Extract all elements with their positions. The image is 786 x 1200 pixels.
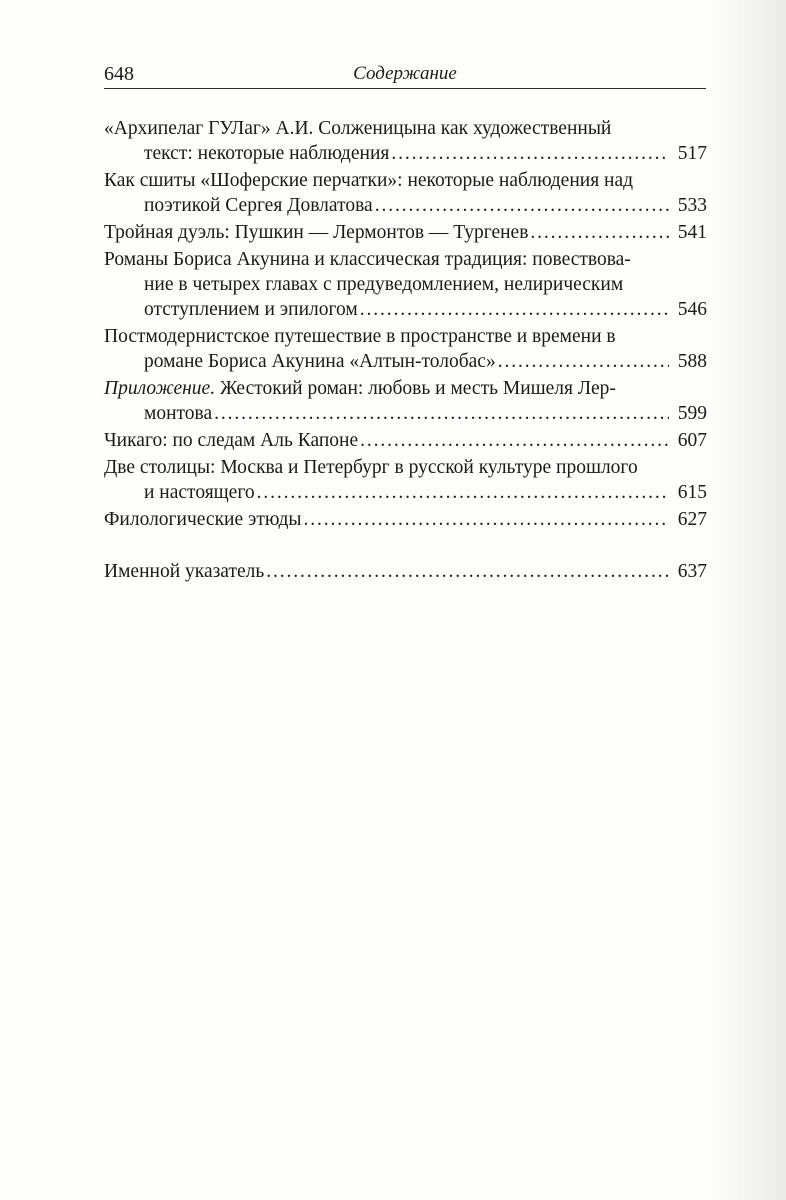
toc-page-number: 588: [677, 351, 707, 372]
toc-entry-philological-etudes: [104, 507, 707, 532]
running-title: Содержание: [353, 63, 457, 84]
toc-entry-dovlatov: [104, 168, 707, 218]
dot-leader: [375, 193, 669, 218]
toc-entry-title-line: и настоящего: [144, 482, 255, 503]
toc-entry-title-line: романе Бориса Акунина «Алтын-толобас»: [144, 351, 496, 372]
toc-page-number: 599: [677, 403, 707, 424]
toc-page-number: 637: [677, 561, 707, 582]
appendix-label: Приложение.: [104, 378, 216, 399]
toc-page-number: 546: [677, 299, 707, 320]
dot-leader: [266, 559, 669, 584]
toc-page-number: 541: [677, 222, 707, 243]
toc-entry-two-capitals: [104, 455, 707, 505]
toc-entry-title-line: Филологические этюды: [104, 509, 302, 530]
toc-entry-title-line: [104, 376, 671, 401]
toc-entry-title-line: текст: некоторые наблюдения: [144, 143, 390, 164]
toc-page-number: 615: [677, 482, 707, 503]
toc-entry-title-line: ние в четырех главах с предуведомлением, нелирическим: [144, 274, 624, 295]
toc-entry-title-line: Чикаго: по следам Аль Капоне: [104, 430, 359, 451]
section-gap: [104, 534, 707, 559]
toc-entry-title-line: Две столицы: Москва и Петербург в русской культуре прошлого: [104, 457, 638, 478]
toc-entry-appendix: [104, 376, 707, 426]
running-header: [104, 62, 706, 89]
dot-leader: [391, 141, 669, 166]
toc-entry-title-line: монтова: [144, 403, 213, 424]
toc-entry-chicago: [104, 428, 707, 453]
toc-entry-title-line: Как сшиты «Шоферские перчатки»: некоторые наблюдения над: [104, 170, 634, 191]
dot-leader: [530, 220, 669, 245]
dot-leader: [304, 507, 669, 532]
dot-leader: [257, 480, 669, 505]
toc-page-number: 517: [677, 143, 707, 164]
toc-entry-altyn-tolobas: [104, 324, 707, 374]
toc-entry-title-line: Постмодернистское путешествие в пространстве и времени в: [104, 326, 616, 347]
toc-entry-title-line: Именной указатель: [104, 561, 265, 582]
toc-entry-title-line: поэтикой Сергея Довлатова: [144, 195, 373, 216]
toc-page-number: 607: [677, 430, 707, 451]
toc-entry-gulag: [104, 116, 707, 166]
toc-entry-name-index: [104, 559, 707, 584]
toc-entry-title-line: «Архипелаг ГУЛаг» А.И. Солженицына как художественный: [104, 118, 612, 139]
dot-leader: [360, 428, 669, 453]
toc-page-number: 533: [677, 195, 707, 216]
dot-leader: [498, 349, 669, 374]
toc-entry-akunin-novels: [104, 247, 707, 322]
page-edge-shadow: [716, 0, 786, 1200]
dot-leader: [214, 401, 669, 426]
toc-entry-triple-duel: [104, 220, 707, 245]
toc-entry-title-rest: Жестокий роман: любовь и месть Мишеля Лер-: [215, 378, 616, 399]
toc-entry-title-line: Романы Бориса Акунина и классическая традиция: повествова-: [104, 249, 631, 270]
dot-leader: [360, 297, 669, 322]
table-of-contents: [104, 116, 707, 586]
page-number: 648: [104, 63, 134, 85]
toc-page-number: 627: [677, 509, 707, 530]
toc-entry-title-line: Тройная дуэль: Пушкин — Лермонтов — Тургенев: [104, 222, 529, 243]
toc-entry-title-line: отступлением и эпилогом: [144, 299, 358, 320]
